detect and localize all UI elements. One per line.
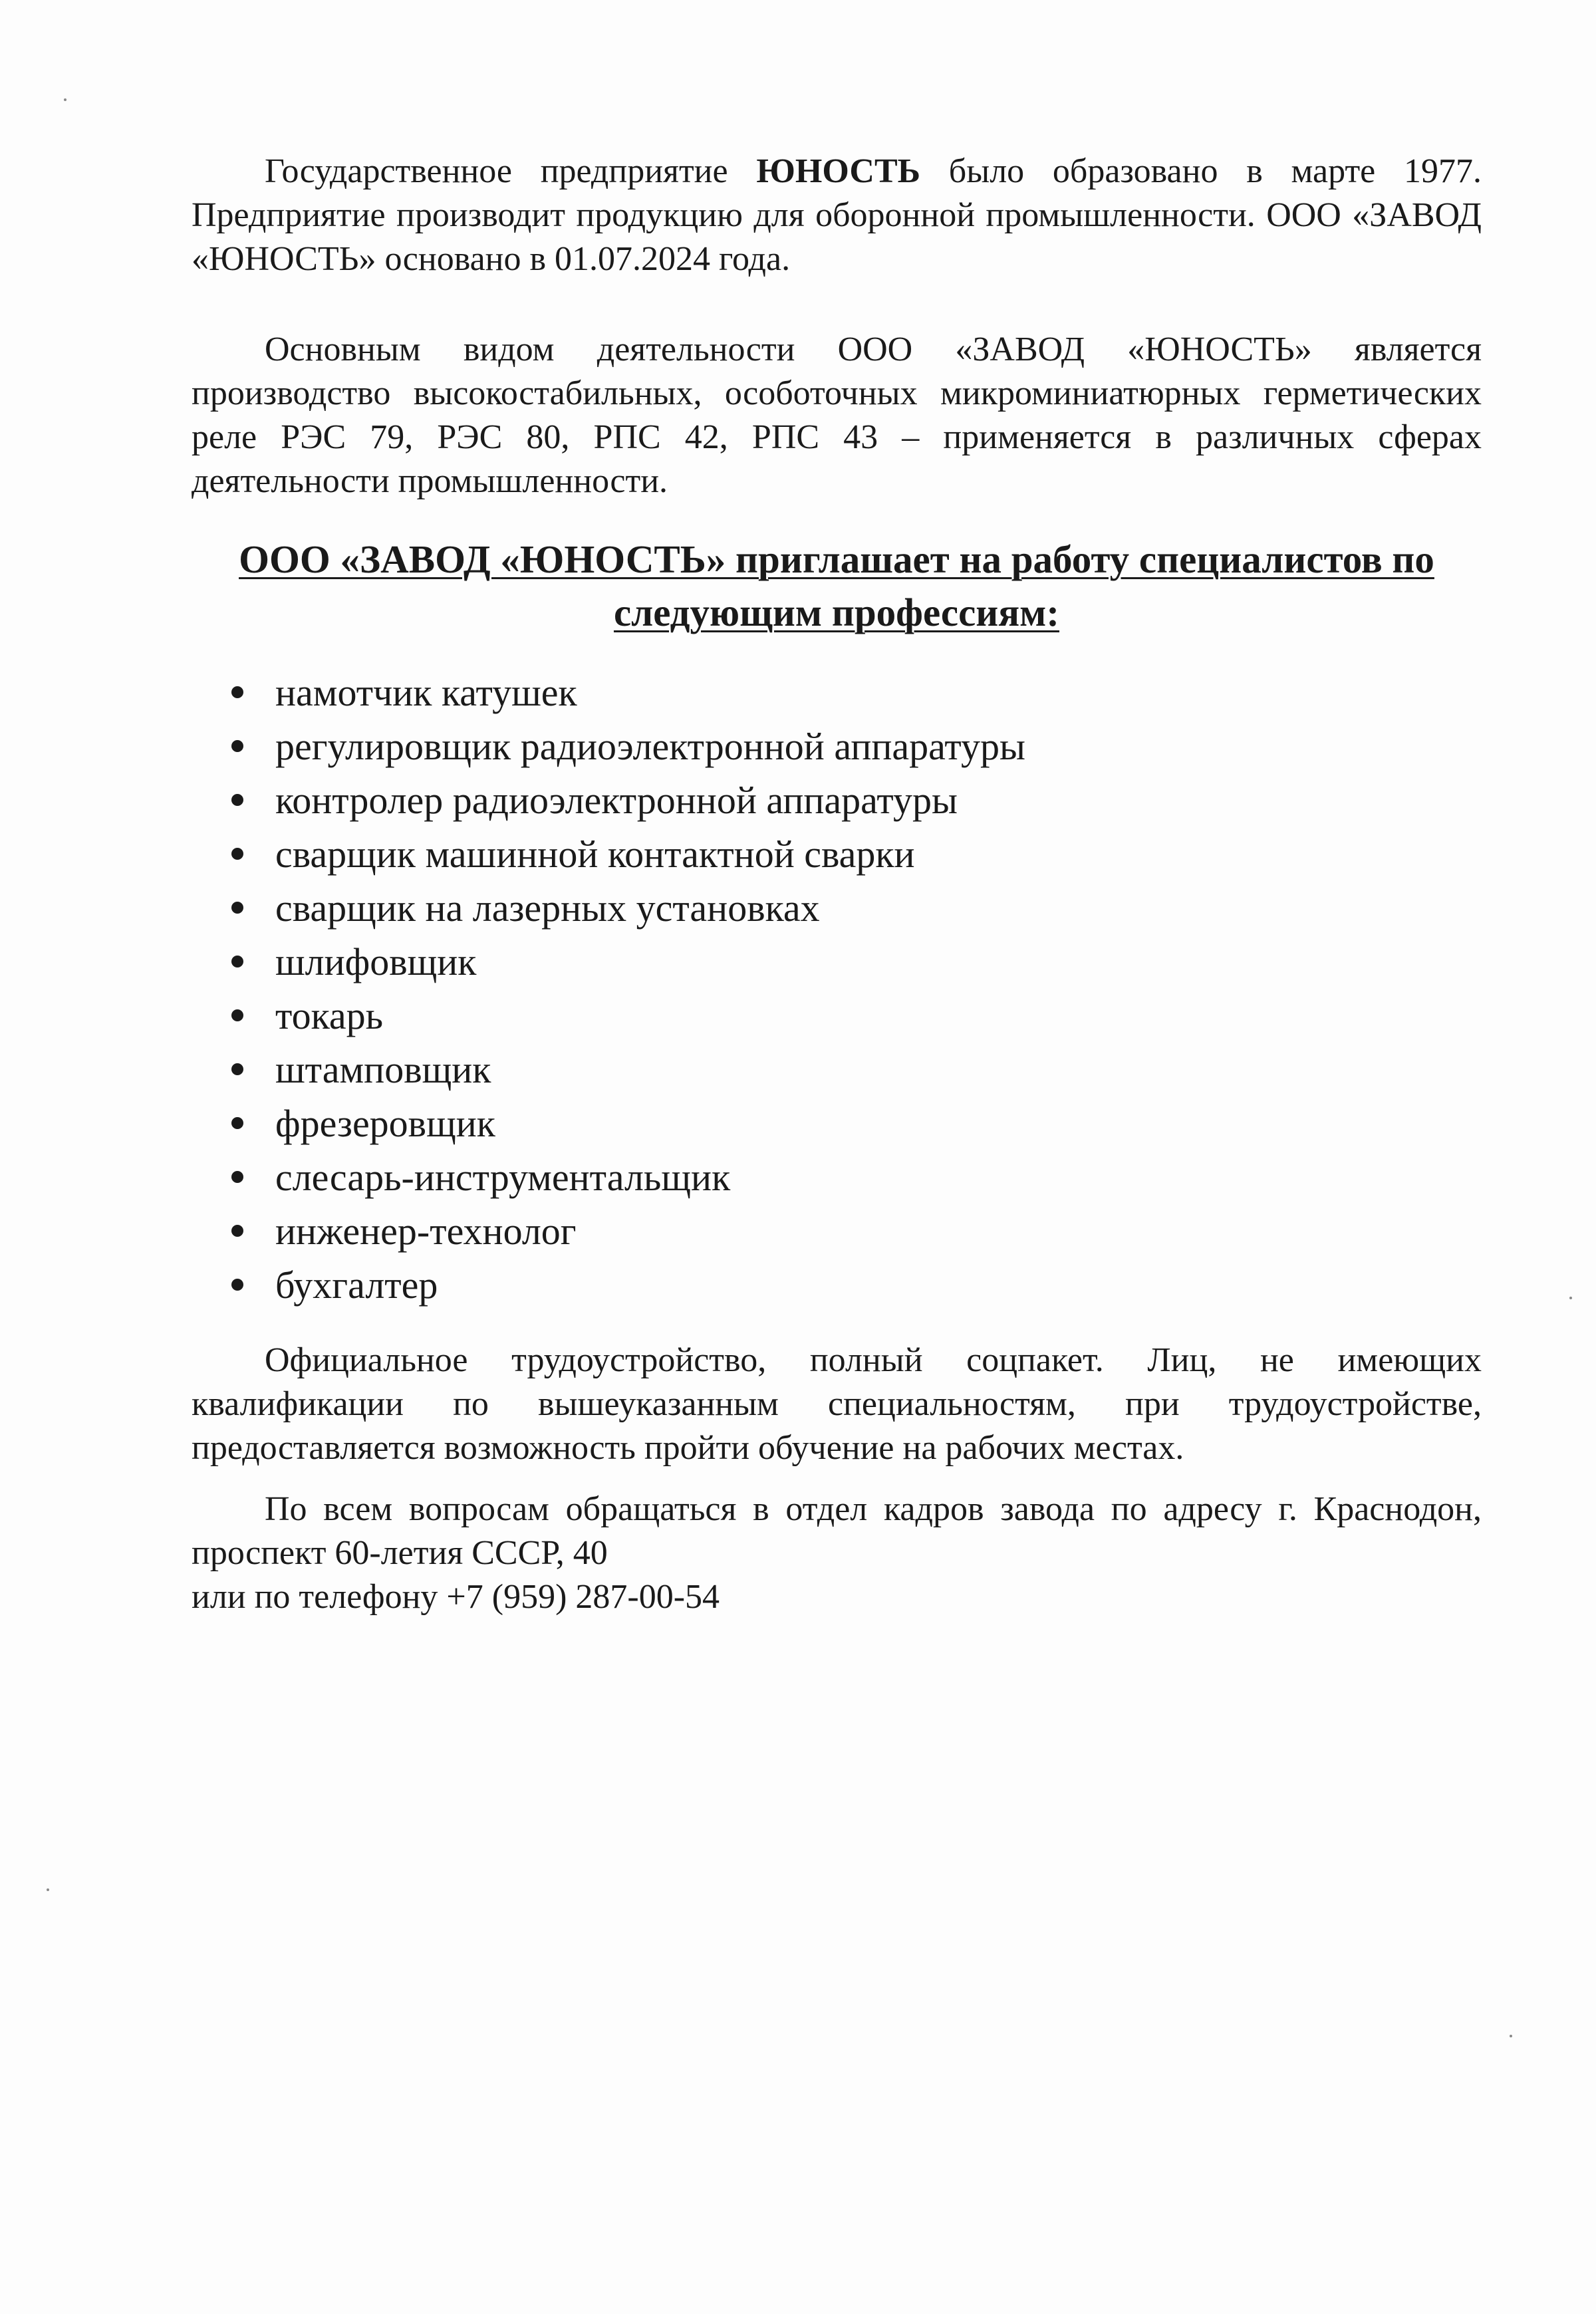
profession-label: инженер-технолог: [275, 1210, 577, 1253]
scan-speck: [1569, 1297, 1572, 1299]
vacancies-heading: ООО «ЗАВОД «ЮНОСТЬ» приглашает на работу специалистов по следующим профессиям:: [239, 537, 1434, 634]
intro-text: Государственное предприятие: [265, 152, 757, 190]
bullet-icon: [231, 1279, 243, 1291]
contact-phone: или по телефону +7 (959) 287-00-54: [192, 1578, 720, 1616]
scan-speck: [64, 98, 66, 101]
profession-label: токарь: [275, 994, 384, 1037]
scan-speck: [47, 1888, 49, 1891]
bullet-icon: [231, 1171, 243, 1183]
professions-list: [192, 666, 1482, 1312]
contact-paragraph: По всем вопросам обращаться в отдел кадров завода по адресу г. Краснодон, проспект 60-летия СССР, 40: [192, 1490, 1482, 1572]
profession-item: [231, 1150, 1482, 1204]
profession-item: [231, 1204, 1482, 1258]
bullet-icon: [231, 902, 243, 914]
intro-text-continued: было образовано в марте 1977. Предприятие производит продукцию для оборонной промышленности. ООО «ЗАВОД «ЮНОСТЬ» основано в 01.07.2024 года.: [192, 152, 1482, 278]
bullet-icon: [231, 1009, 243, 1021]
profession-label: штамповщик: [275, 1048, 491, 1091]
profession-label: фрезеровщик: [275, 1102, 495, 1145]
conditions-paragraph: Официальное трудоустройство, полный соцпакет. Лиц, не имеющих квалификации по вышеуказанным специальностям, при трудоустройстве, предоставляется возможность пройти обучение на рабочих местах.: [192, 1341, 1482, 1467]
bullet-icon: [231, 686, 243, 698]
bullet-icon: [231, 740, 243, 752]
company-name-bold: ЮНОСТЬ: [756, 152, 921, 190]
profession-item: [231, 773, 1482, 827]
activity-paragraph: Основным видом деятельности ООО «ЗАВОД «ЮНОСТЬ» является производство высокостабильных, особоточных микроминиатюрных герметических реле РЭС 79, РЭС 80, РПС 42, РПС 43 – применяется в различных сферах деятельности промышленности.: [192, 330, 1482, 500]
bullet-icon: [231, 956, 243, 967]
bullet-icon: [231, 848, 243, 860]
bullet-icon: [231, 1117, 243, 1129]
profession-item: [231, 827, 1482, 881]
profession-label: регулировщик радиоэлектронной аппаратуры: [275, 725, 1025, 768]
document-body: [192, 150, 1482, 1619]
profession-label: контролер радиоэлектронной аппаратуры: [275, 779, 958, 822]
profession-label: сварщик на лазерных установках: [275, 886, 820, 930]
profession-item: [231, 1043, 1482, 1096]
profession-label: намотчик катушек: [275, 671, 577, 714]
profession-item: [231, 935, 1482, 989]
profession-label: сварщик машинной контактной сварки: [275, 833, 915, 876]
profession-label: слесарь-инструментальщик: [275, 1156, 731, 1199]
bullet-icon: [231, 794, 243, 806]
profession-item: [231, 666, 1482, 719]
bullet-icon: [231, 1063, 243, 1075]
intro-paragraph: [192, 150, 1482, 281]
profession-item: [231, 989, 1482, 1043]
profession-item: [231, 1096, 1482, 1150]
profession-item: [231, 1258, 1482, 1312]
profession-item: [231, 881, 1482, 935]
scan-speck: [1510, 2035, 1512, 2037]
profession-label: шлифовщик: [275, 940, 477, 983]
profession-label: бухгалтер: [275, 1263, 438, 1307]
bullet-icon: [231, 1225, 243, 1237]
profession-item: [231, 719, 1482, 773]
